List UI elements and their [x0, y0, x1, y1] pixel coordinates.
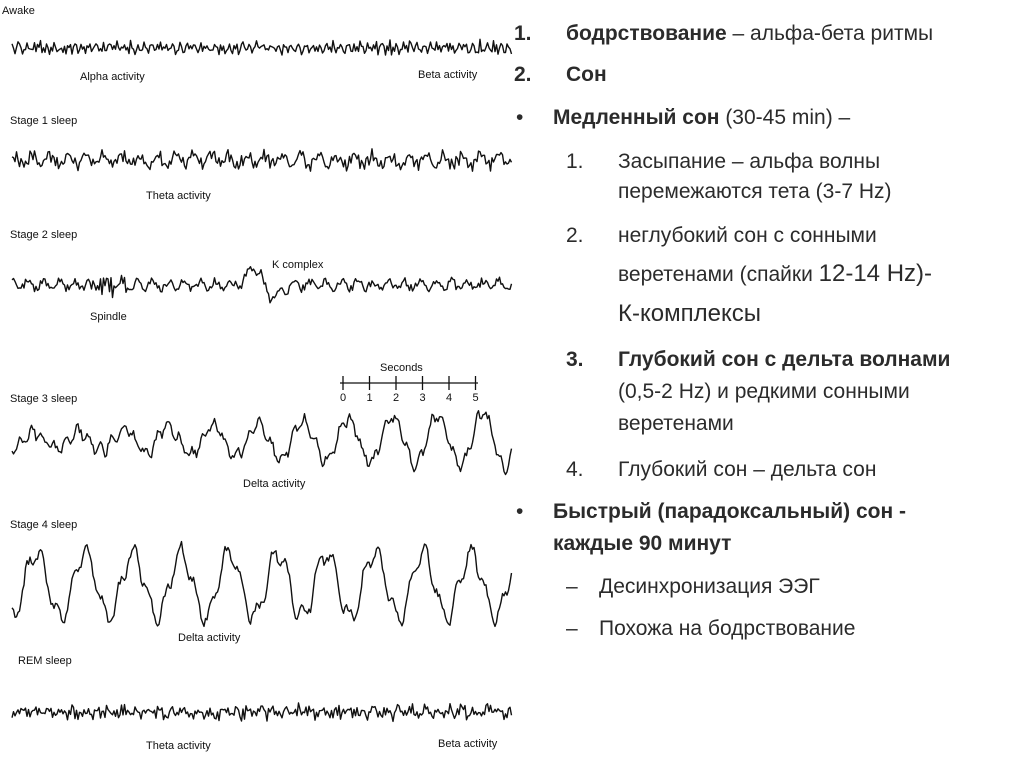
deep-sleep-line3: веретенами	[618, 412, 734, 435]
light-sleep-line1: неглубокий сон с сонными	[618, 224, 877, 247]
theta-activity-label: Theta activity	[146, 190, 211, 202]
eeg-trace-stage4	[12, 542, 512, 627]
scale-tick-label: 1	[366, 392, 373, 404]
stage-label-awake: Awake	[2, 5, 35, 17]
eeg-trace-stage1	[12, 149, 512, 171]
scale-tick-label: 4	[446, 392, 453, 404]
rem-sleep-line2: каждые 90 минут	[553, 532, 732, 555]
eeg-trace-stage3	[12, 411, 512, 475]
theta-activity-label-rem: Theta activity	[146, 740, 211, 752]
stage-label-stage4: Stage 4 sleep	[10, 519, 78, 531]
alpha-activity-label: Alpha activity	[80, 71, 145, 83]
bullet-marker: •	[516, 106, 524, 129]
beta-activity-label: Beta activity	[418, 69, 478, 81]
eeg-trace-stage2	[12, 267, 512, 303]
seconds-scale	[340, 362, 479, 404]
falling-asleep-line1: Засыпание – альфа волны	[618, 150, 881, 173]
wakefulness-term: бодрствование	[566, 22, 727, 45]
delta-activity-label-stage4: Delta activity	[178, 632, 241, 644]
stage-label-stage2: Stage 2 sleep	[10, 229, 78, 241]
k-complexes-text: К-комплексы	[618, 300, 761, 327]
scale-tick-label: 2	[393, 392, 400, 404]
list-number: 1.	[514, 22, 532, 45]
eeg-trace-rem	[12, 703, 512, 721]
beta-activity-label-rem: Beta activity	[438, 738, 498, 750]
spindle-frequency: 12-14 Hz)-	[818, 260, 933, 287]
dash-marker: –	[566, 575, 578, 598]
scale-tick-label: 3	[419, 392, 426, 404]
bullet-marker: •	[516, 500, 524, 523]
k-complex-label: K complex	[272, 259, 324, 271]
sub-number: 4.	[566, 458, 584, 481]
sleep-term: Сон	[566, 63, 607, 86]
seconds-scale-title: Seconds	[380, 362, 423, 374]
light-sleep-line2: веретенами (спайки	[618, 263, 819, 286]
eeg-trace-awake	[12, 39, 512, 55]
stage-label-stage1: Stage 1 sleep	[10, 115, 78, 127]
stage-label-rem: REM sleep	[18, 655, 72, 667]
sub-number: 3.	[566, 348, 584, 371]
wakefulness-desc: – альфа-бета ритмы	[726, 22, 934, 45]
desync-text: Десинхронизация ЭЭГ	[599, 575, 820, 598]
delta-activity-label-stage3: Delta activity	[243, 478, 306, 490]
delta-sleep-text: Глубокий сон – дельта сон	[618, 458, 877, 481]
list-number: 2.	[514, 63, 532, 86]
rem-sleep-line1: Быстрый (парадоксальный) сон -	[553, 500, 906, 523]
spindle-label: Spindle	[90, 311, 127, 323]
falling-asleep-line2: перемежаются тета (3-7 Hz)	[618, 180, 892, 203]
dash-marker: –	[566, 617, 578, 640]
slow-sleep-term: Медленный сон	[553, 106, 720, 129]
stage-label-stage3: Stage 3 sleep	[10, 393, 78, 405]
scale-tick-label: 5	[472, 392, 479, 404]
deep-sleep-line2: (0,5-2 Hz) и редкими сонными	[618, 380, 910, 403]
deep-sleep-line1: Глубокий сон с дельта волнами	[618, 348, 951, 371]
slow-sleep-duration: (30-45 min) –	[719, 106, 851, 129]
scale-tick-label: 0	[340, 392, 347, 404]
sub-number: 1.	[566, 150, 584, 173]
sub-number: 2.	[566, 224, 584, 247]
similar-wake-text: Похожа на бодрствование	[599, 617, 856, 640]
